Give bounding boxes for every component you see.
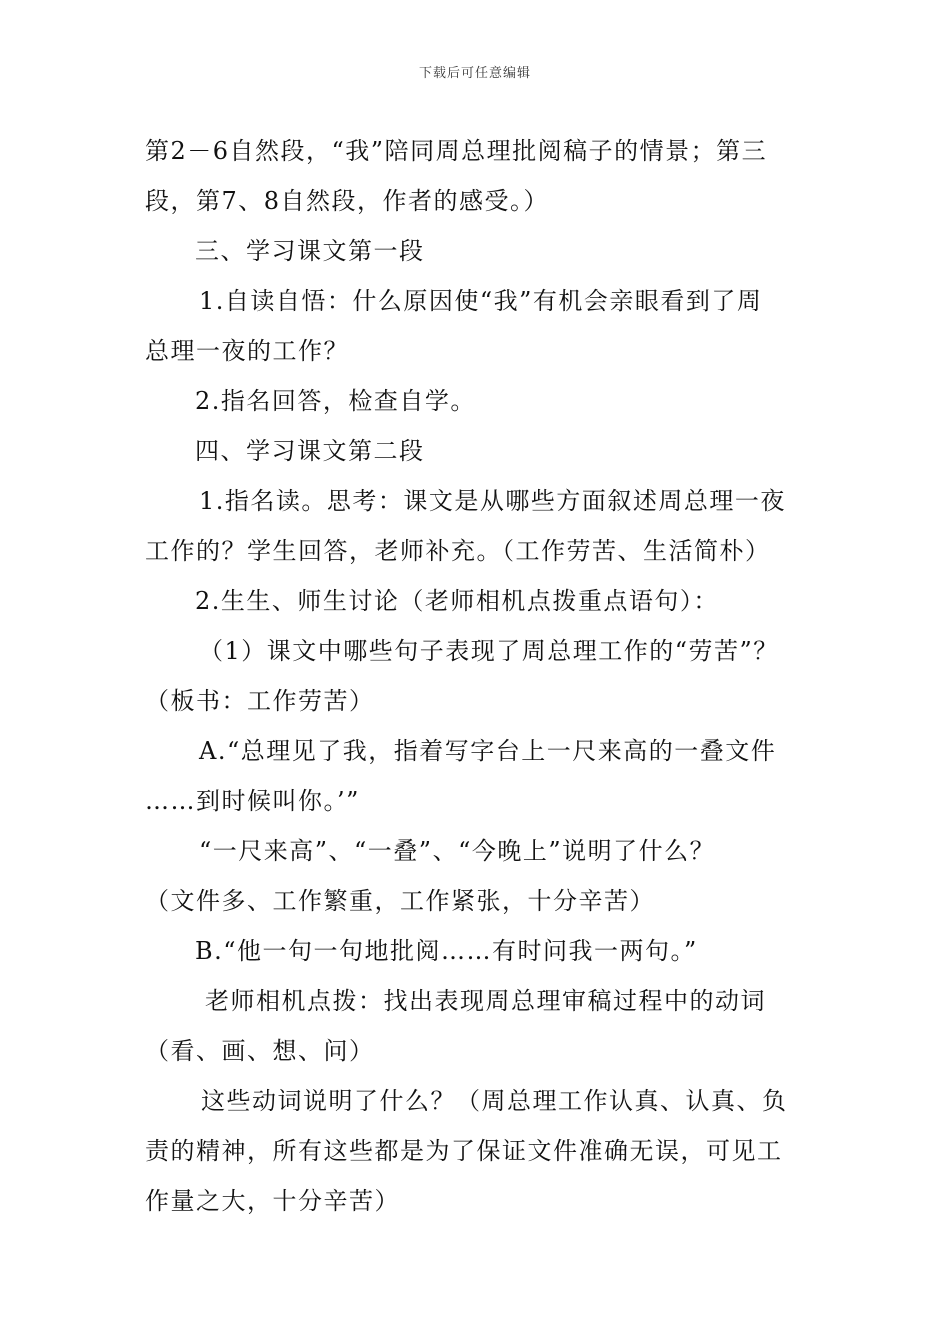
text-line: 三、学习课文第一段	[195, 237, 425, 265]
text-line: 2.生生、师生讨论（老师相机点拨重点语句）：	[195, 587, 719, 615]
text-line: 1.自读自悟：什么原因使“我”有机会亲眼看到了周	[199, 287, 763, 315]
text-line: （看、画、想、问）	[145, 1037, 375, 1065]
text-line: 1.指名读。思考：课文是从哪些方面叙述周总理一夜	[199, 487, 786, 515]
text-line: 工作的？学生回答，老师补充。（工作劳苦、生活简朴）	[145, 537, 771, 565]
text-line: A.“总理见了我，指着写字台上一尺来高的一叠文件	[199, 737, 777, 765]
text-line: （文件多、工作繁重，工作紧张，十分辛苦）	[145, 887, 655, 915]
text-line: 这些动词说明了什么？（周总理工作认真、认真、负	[201, 1087, 788, 1115]
text-line: （板书：工作劳苦）	[145, 687, 375, 715]
text-line: 责的精神，所有这些都是为了保证文件准确无误，可见工	[145, 1137, 783, 1165]
text-line: 总理一夜的工作？	[145, 337, 349, 365]
text-line: 四、学习课文第二段	[195, 437, 425, 465]
text-line: B.“他一句一句地批阅……有时问我一两句。”	[195, 937, 698, 965]
text-line: 第2－6自然段，“我”陪同周总理批阅稿子的情景；第三	[145, 137, 768, 165]
page-header: 下载后可任意编辑	[418, 66, 531, 81]
text-line: 段，第7、8自然段，作者的感受。）	[145, 187, 550, 215]
text-line: 老师相机点拨：找出表现周总理审稿过程中的动词	[205, 987, 766, 1015]
text-line: （1）课文中哪些句子表现了周总理工作的“劳苦”？	[199, 637, 779, 665]
text-line: 2.指名回答，检查自学。	[195, 387, 476, 415]
text-line: ……到时候叫你。’”	[145, 787, 360, 815]
text-line: 作量之大，十分辛苦）	[145, 1187, 400, 1215]
text-line: “一尺来高”、“一叠”、“今晚上”说明了什么？	[199, 837, 716, 865]
document-body	[145, 126, 810, 1226]
